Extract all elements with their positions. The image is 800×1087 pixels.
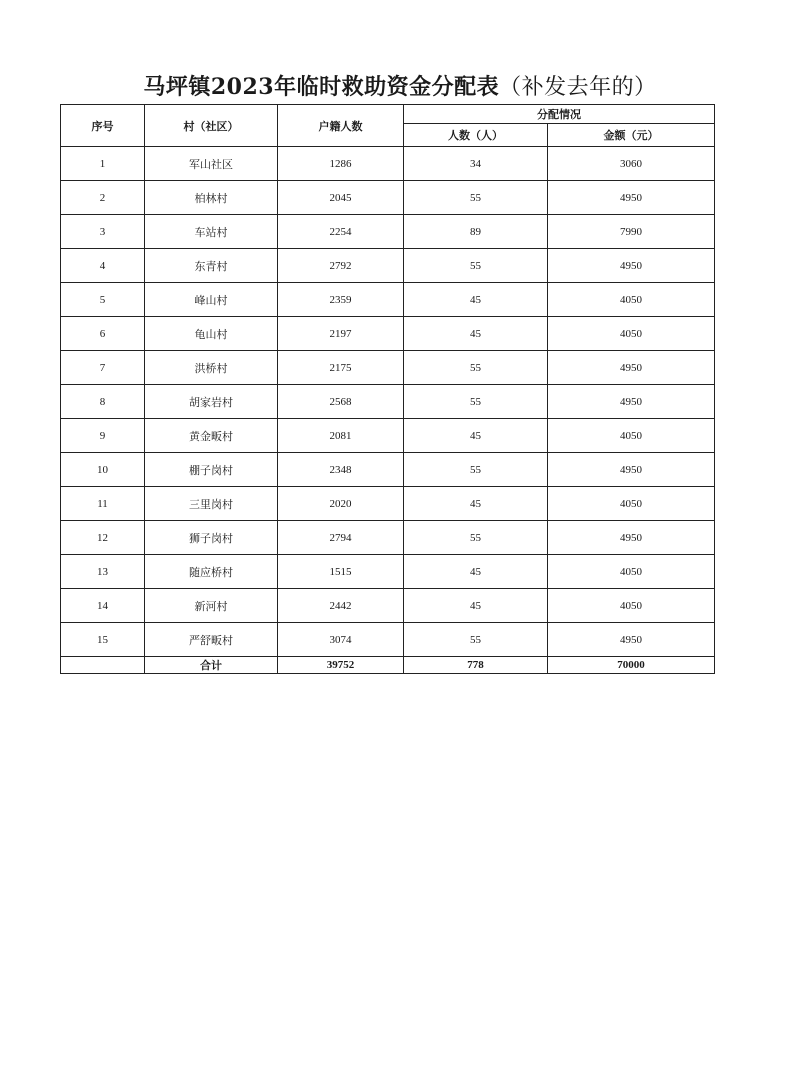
cell-seq: 4 xyxy=(61,249,145,283)
table-row xyxy=(61,419,715,453)
cell-registered: 3074 xyxy=(278,623,404,657)
header-village: 村（社区） xyxy=(145,105,278,147)
cell-amount: 4050 xyxy=(548,419,715,453)
header-registered: 户籍人数 xyxy=(278,105,404,147)
total-amount: 70000 xyxy=(548,657,715,674)
cell-amount: 4950 xyxy=(548,249,715,283)
cell-amount: 4950 xyxy=(548,385,715,419)
table-row xyxy=(61,147,715,181)
cell-seq: 11 xyxy=(61,487,145,521)
cell-people: 45 xyxy=(404,317,548,351)
cell-amount: 4950 xyxy=(548,453,715,487)
table-row xyxy=(61,453,715,487)
cell-people: 89 xyxy=(404,215,548,249)
table-row xyxy=(61,623,715,657)
cell-amount: 4050 xyxy=(548,589,715,623)
cell-people: 45 xyxy=(404,283,548,317)
table-body xyxy=(61,147,715,657)
header-people: 人数（人） xyxy=(404,124,548,147)
allocation-table xyxy=(60,104,715,674)
cell-seq: 7 xyxy=(61,351,145,385)
cell-people: 55 xyxy=(404,623,548,657)
header-seq: 序号 xyxy=(61,105,145,147)
cell-village: 严舒畈村 xyxy=(145,623,278,657)
cell-registered: 2175 xyxy=(278,351,404,385)
cell-village: 狮子岗村 xyxy=(145,521,278,555)
cell-people: 55 xyxy=(404,249,548,283)
table-row xyxy=(61,487,715,521)
cell-registered: 2254 xyxy=(278,215,404,249)
cell-seq: 3 xyxy=(61,215,145,249)
cell-village: 黄金畈村 xyxy=(145,419,278,453)
cell-seq: 1 xyxy=(61,147,145,181)
cell-registered: 1286 xyxy=(278,147,404,181)
header-allocation-group: 分配情况 xyxy=(404,105,715,124)
cell-village: 胡家岩村 xyxy=(145,385,278,419)
cell-people: 45 xyxy=(404,419,548,453)
total-people: 778 xyxy=(404,657,548,674)
table-row xyxy=(61,317,715,351)
table-row xyxy=(61,215,715,249)
cell-amount: 4050 xyxy=(548,317,715,351)
cell-amount: 4050 xyxy=(548,487,715,521)
header-amount: 金额（元） xyxy=(548,124,715,147)
cell-registered: 2197 xyxy=(278,317,404,351)
cell-seq: 2 xyxy=(61,181,145,215)
cell-village: 东青村 xyxy=(145,249,278,283)
title-main: 马坪镇2023年临时救助资金分配表 xyxy=(143,74,500,100)
cell-amount: 3060 xyxy=(548,147,715,181)
cell-registered: 2794 xyxy=(278,521,404,555)
cell-people: 45 xyxy=(404,487,548,521)
cell-village: 随应桥村 xyxy=(145,555,278,589)
cell-amount: 4950 xyxy=(548,351,715,385)
cell-village: 车站村 xyxy=(145,215,278,249)
cell-seq: 14 xyxy=(61,589,145,623)
table-row xyxy=(61,589,715,623)
cell-village: 棚子岗村 xyxy=(145,453,278,487)
table-row xyxy=(61,249,715,283)
cell-seq: 5 xyxy=(61,283,145,317)
cell-registered: 2359 xyxy=(278,283,404,317)
cell-seq: 15 xyxy=(61,623,145,657)
cell-people: 45 xyxy=(404,589,548,623)
table-row xyxy=(61,283,715,317)
total-label: 合计 xyxy=(145,657,278,674)
cell-registered: 2020 xyxy=(278,487,404,521)
total-row xyxy=(61,657,715,674)
cell-village: 柏林村 xyxy=(145,181,278,215)
cell-people: 55 xyxy=(404,521,548,555)
cell-amount: 4950 xyxy=(548,623,715,657)
total-registered: 39752 xyxy=(278,657,404,674)
cell-people: 45 xyxy=(404,555,548,589)
cell-registered: 2348 xyxy=(278,453,404,487)
table-row xyxy=(61,351,715,385)
cell-village: 洪桥村 xyxy=(145,351,278,385)
cell-village: 三里岗村 xyxy=(145,487,278,521)
cell-amount: 7990 xyxy=(548,215,715,249)
cell-village: 新河村 xyxy=(145,589,278,623)
cell-people: 55 xyxy=(404,385,548,419)
cell-registered: 2568 xyxy=(278,385,404,419)
cell-people: 55 xyxy=(404,181,548,215)
title-suffix: （补发去年的） xyxy=(499,75,657,100)
cell-seq: 10 xyxy=(61,453,145,487)
table-row xyxy=(61,385,715,419)
cell-amount: 4950 xyxy=(548,521,715,555)
cell-registered: 1515 xyxy=(278,555,404,589)
table-row xyxy=(61,521,715,555)
page-title xyxy=(0,70,800,101)
cell-seq: 13 xyxy=(61,555,145,589)
cell-seq: 12 xyxy=(61,521,145,555)
cell-village: 军山社区 xyxy=(145,147,278,181)
cell-village: 峰山村 xyxy=(145,283,278,317)
cell-people: 34 xyxy=(404,147,548,181)
cell-people: 55 xyxy=(404,351,548,385)
cell-registered: 2442 xyxy=(278,589,404,623)
cell-registered: 2045 xyxy=(278,181,404,215)
cell-registered: 2792 xyxy=(278,249,404,283)
cell-amount: 4050 xyxy=(548,555,715,589)
total-seq xyxy=(61,657,145,674)
cell-amount: 4950 xyxy=(548,181,715,215)
cell-amount: 4050 xyxy=(548,283,715,317)
cell-people: 55 xyxy=(404,453,548,487)
cell-seq: 8 xyxy=(61,385,145,419)
cell-seq: 6 xyxy=(61,317,145,351)
table-row xyxy=(61,555,715,589)
cell-village: 龟山村 xyxy=(145,317,278,351)
cell-registered: 2081 xyxy=(278,419,404,453)
cell-seq: 9 xyxy=(61,419,145,453)
table-row xyxy=(61,181,715,215)
